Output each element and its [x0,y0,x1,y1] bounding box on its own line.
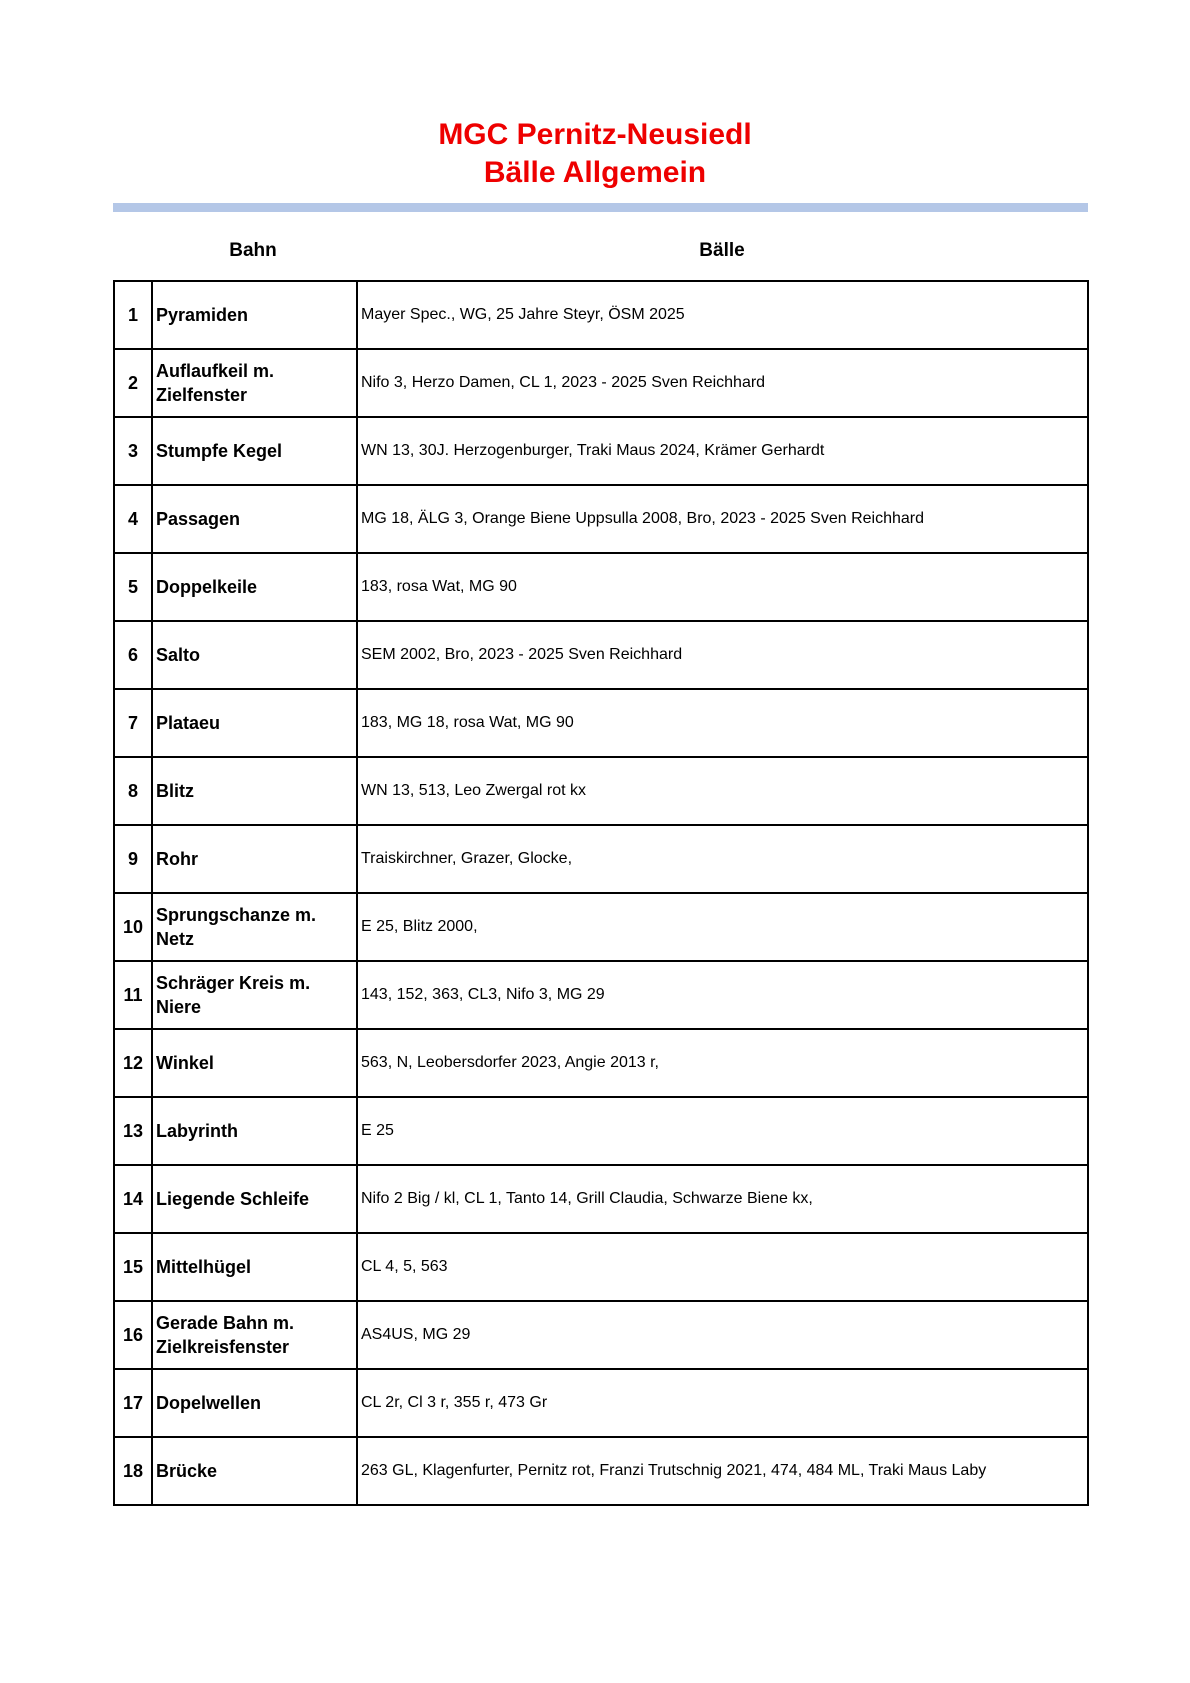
row-number: 2 [114,349,152,417]
lane-name: Auflaufkeil m. Zielfenster [152,349,357,417]
balls-list: Mayer Spec., WG, 25 Jahre Steyr, ÖSM 2025 [357,281,1088,349]
table-row [114,1097,1088,1165]
row-number: 14 [114,1165,152,1233]
table-row [114,1437,1088,1505]
title-club: MGC Pernitz-Neusiedl [438,118,752,151]
table-row [114,961,1088,1029]
balls-list: 563, N, Leobersdorfer 2023, Angie 2013 r, [357,1029,1088,1097]
header-divider [113,203,1088,212]
table-row [114,621,1088,689]
balls-table [113,280,1089,1506]
column-header-bahn: Bahn [229,240,277,261]
lane-name: Blitz [152,757,357,825]
table-row [114,825,1088,893]
table-row [114,893,1088,961]
row-number: 17 [114,1369,152,1437]
row-number: 13 [114,1097,152,1165]
table-row [114,417,1088,485]
row-number: 12 [114,1029,152,1097]
balls-list: SEM 2002, Bro, 2023 - 2025 Sven Reichhard [357,621,1088,689]
row-number: 8 [114,757,152,825]
column-header-baelle: Bälle [699,240,745,261]
balls-list: E 25, Blitz 2000, [357,893,1088,961]
row-number: 5 [114,553,152,621]
lane-name: Dopelwellen [152,1369,357,1437]
table-row [114,1029,1088,1097]
balls-list: 183, rosa Wat, MG 90 [357,553,1088,621]
balls-list: CL 2r, Cl 3 r, 355 r, 473 Gr [357,1369,1088,1437]
table-row [114,485,1088,553]
table-row [114,757,1088,825]
balls-list: WN 13, 30J. Herzogenburger, Traki Maus 2024, Krämer Gerhardt [357,417,1088,485]
table-row [114,349,1088,417]
balls-list: Nifo 2 Big / kl, CL 1, Tanto 14, Grill Claudia, Schwarze Biene kx, [357,1165,1088,1233]
row-number: 7 [114,689,152,757]
lane-name: Stumpfe Kegel [152,417,357,485]
lane-name: Pyramiden [152,281,357,349]
lane-name: Rohr [152,825,357,893]
table-row [114,281,1088,349]
balls-list: MG 18, ÄLG 3, Orange Biene Uppsulla 2008, Bro, 2023 - 2025 Sven Reichhard [357,485,1088,553]
lane-name: Sprungschanze m. Netz [152,893,357,961]
table-row [114,689,1088,757]
row-number: 1 [114,281,152,349]
lane-name: Mittelhügel [152,1233,357,1301]
balls-list: Nifo 3, Herzo Damen, CL 1, 2023 - 2025 Sven Reichhard [357,349,1088,417]
lane-name: Salto [152,621,357,689]
balls-list: 183, MG 18, rosa Wat, MG 90 [357,689,1088,757]
balls-list: WN 13, 513, Leo Zwergal rot kx [357,757,1088,825]
balls-list: Traiskirchner, Grazer, Glocke, [357,825,1088,893]
lane-name: Schräger Kreis m. Niere [152,961,357,1029]
row-number: 9 [114,825,152,893]
lane-name: Doppelkeile [152,553,357,621]
balls-list: 143, 152, 363, CL3, Nifo 3, MG 29 [357,961,1088,1029]
balls-list: 263 GL, Klagenfurter, Pernitz rot, Franzi Trutschnig 2021, 474, 484 ML, Traki Maus Laby [357,1437,1088,1505]
table-row [114,1233,1088,1301]
lane-name: Gerade Bahn m. Zielkreisfenster [152,1301,357,1369]
lane-name: Passagen [152,485,357,553]
table-row [114,1369,1088,1437]
lane-name: Liegende Schleife [152,1165,357,1233]
balls-list: AS4US, MG 29 [357,1301,1088,1369]
row-number: 10 [114,893,152,961]
lane-name: Brücke [152,1437,357,1505]
title-subtitle: Bälle Allgemein [483,156,707,189]
row-number: 15 [114,1233,152,1301]
table-row [114,1165,1088,1233]
row-number: 3 [114,417,152,485]
lane-name: Plataeu [152,689,357,757]
table-row [114,553,1088,621]
row-number: 6 [114,621,152,689]
table-row [114,1301,1088,1369]
row-number: 4 [114,485,152,553]
balls-list: E 25 [357,1097,1088,1165]
balls-list: CL 4, 5, 563 [357,1233,1088,1301]
row-number: 16 [114,1301,152,1369]
row-number: 18 [114,1437,152,1505]
lane-name: Labyrinth [152,1097,357,1165]
row-number: 11 [114,961,152,1029]
lane-name: Winkel [152,1029,357,1097]
